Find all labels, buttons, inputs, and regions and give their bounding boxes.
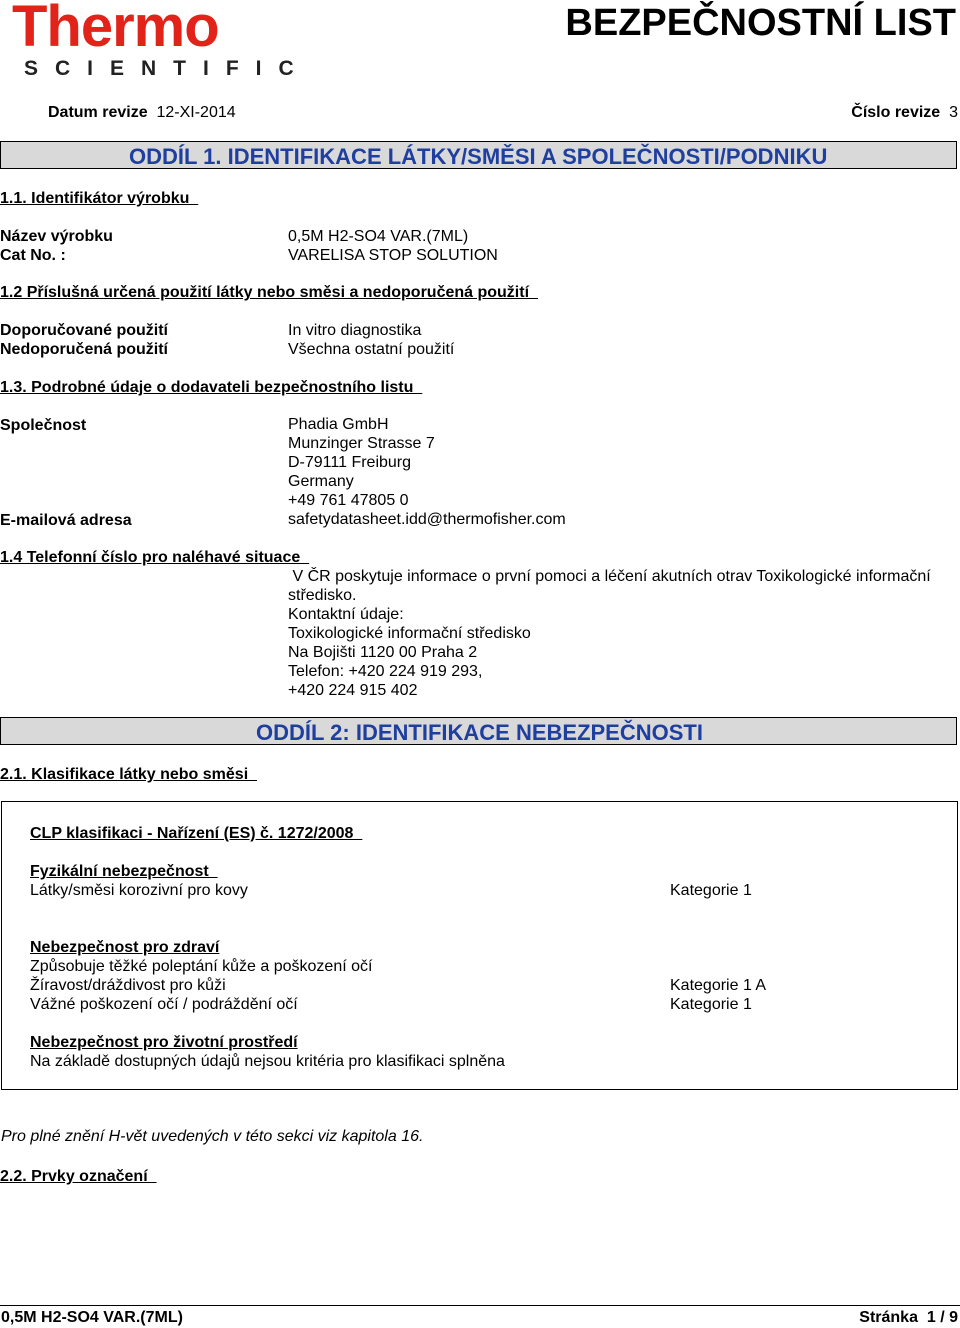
not-recommended-use-label: Nedoporučená použití xyxy=(0,341,168,358)
company-line-5: +49 761 47805 0 xyxy=(288,492,409,509)
scientific-logo-text: SCIENTIFIC xyxy=(24,57,311,80)
footer-page-value: 1 / 9 xyxy=(926,1309,958,1326)
company-line-1: Phadia GmbH xyxy=(288,416,389,433)
company-label: Společnost xyxy=(0,417,87,434)
health-hazard-title: Nebezpečnost pro zdraví xyxy=(30,939,220,956)
recommended-use-label: Doporučované použití xyxy=(0,322,168,339)
footer-page-label: Stránka xyxy=(859,1309,918,1326)
product-name-value: 0,5M H2-SO4 VAR.(7ML) xyxy=(288,228,469,245)
physical-hazard-item: Látky/směsi korozivní pro kovy xyxy=(30,882,248,899)
recommended-use-value: In vitro diagnostika xyxy=(288,322,422,339)
company-line-4: Germany xyxy=(288,473,354,490)
section2-header xyxy=(0,717,957,745)
subsection-2-2: 2.2. Prvky označení xyxy=(0,1168,157,1185)
revision-date-value: 12-XI-2014 xyxy=(156,104,236,121)
health-hazard-category-1: Kategorie 1 A xyxy=(670,977,767,994)
clp-title: CLP klasifikaci - Nařízení (ES) č. 1272/2008 xyxy=(30,825,363,842)
emergency-line-3: Na Bojišti 1120 00 Praha 2 xyxy=(288,644,478,661)
cat-no-value: VARELISA STOP SOLUTION xyxy=(288,247,498,264)
emergency-line-2: Toxikologické informační středisko xyxy=(288,625,531,642)
section2-title: ODDÍL 2: IDENTIFIKACE NEBEZPEČNOSTI xyxy=(256,720,703,745)
section1-header xyxy=(0,141,957,169)
subsection-1-4: 1.4 Telefonní číslo pro naléhavé situace xyxy=(0,549,310,566)
company-line-3: D-79111 Freiburg xyxy=(288,454,412,471)
health-hazard-intro: Způsobuje těžké poleptání kůže a poškození očí xyxy=(30,958,373,975)
emergency-line-4: Telefon: +420 224 919 293, xyxy=(288,663,483,680)
emergency-line-1: Kontaktní údaje: xyxy=(288,606,404,623)
physical-hazard-title: Fyzikální nebezpečnost xyxy=(30,863,218,880)
footer-divider xyxy=(0,1305,960,1306)
revision-number-value: 3 xyxy=(949,104,958,121)
revision-number xyxy=(851,104,958,122)
email-label: E-mailová adresa xyxy=(0,512,132,529)
company-line-2: Munzinger Strasse 7 xyxy=(288,435,435,452)
revision-date xyxy=(48,104,236,122)
subsection-1-1: 1.1. Identifikátor výrobku xyxy=(0,190,199,207)
cat-no-label: Cat No. : xyxy=(0,247,66,264)
section1-title: ODDÍL 1. IDENTIFIKACE LÁTKY/SMĚSI A SPOLEČNOSTI/PODNIKU xyxy=(129,144,828,169)
h-statements-note: Pro plné znění H-vět uvedených v této sekci viz kapitola 16. xyxy=(1,1128,424,1145)
not-recommended-use-value: Všechna ostatní použití xyxy=(288,341,455,358)
health-hazard-category-2: Kategorie 1 xyxy=(670,996,752,1013)
footer-page xyxy=(859,1309,958,1327)
thermo-logo: Thermo xyxy=(12,0,219,59)
health-hazard-item-1: Žíravost/dráždivost pro kůži xyxy=(30,977,226,994)
subsection-2-1: 2.1. Klasifikace látky nebo směsi xyxy=(0,766,258,783)
health-hazard-item-2: Vážné poškození očí / podráždění očí xyxy=(30,996,298,1013)
environmental-hazard-title: Nebezpečnost pro životní prostředí xyxy=(30,1034,298,1051)
physical-hazard-category: Kategorie 1 xyxy=(670,882,752,899)
document-title: BEZPEČNOSTNÍ LIST xyxy=(565,2,956,44)
product-name-label: Název výrobku xyxy=(0,228,113,245)
subsection-1-3: 1.3. Podrobné údaje o dodavateli bezpečnostního listu xyxy=(0,379,423,396)
revision-number-label: Číslo revize xyxy=(851,104,941,121)
emergency-text: V ČR poskytuje informace o první pomoci a léčení akutních otrav Toxikologické informační středisko. xyxy=(288,568,936,604)
subsection-1-2: 1.2 Příslušná určená použití látky nebo směsi a nedoporučená použití xyxy=(0,284,538,301)
revision-date-label: Datum revize xyxy=(48,104,148,121)
footer-product: 0,5M H2-SO4 VAR.(7ML) xyxy=(1,1309,183,1326)
environmental-hazard-text: Na základě dostupných údajů nejsou kritéria pro klasifikaci splněna xyxy=(30,1053,505,1070)
email-value[interactable]: safetydatasheet.idd@thermofisher.com xyxy=(288,511,566,528)
emergency-line-5: +420 224 915 402 xyxy=(288,682,418,699)
